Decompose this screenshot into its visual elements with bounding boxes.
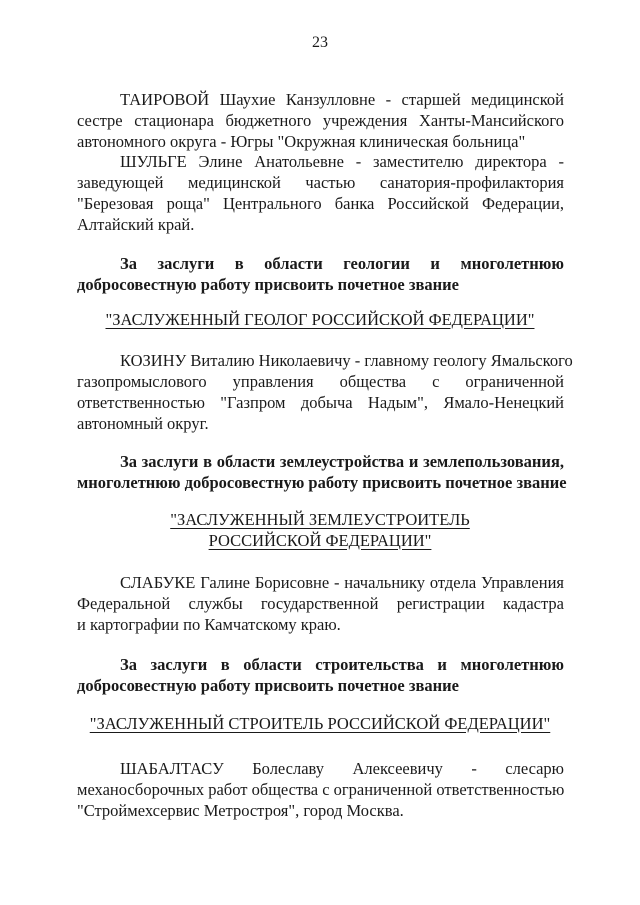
heading-line: добросовестную работу присвоить почетное звание <box>77 676 459 695</box>
award-paragraph-tairova <box>77 89 564 152</box>
award-paragraph-shulga <box>77 151 564 235</box>
title-line: "ЗАСЛУЖЕННЫЙ ЗЕМЛЕУСТРОИТЕЛЬ <box>170 510 470 529</box>
award-paragraph-slabuka <box>77 572 564 635</box>
paragraph-line: "Березовая роща" Центрального банка Российской Федерации, <box>77 194 564 213</box>
honorary-title-builder <box>0 713 640 734</box>
heading-line: многолетнюю добросовестную работу присвоить почетное звание <box>77 473 567 492</box>
paragraph-line: сестре стационара бюджетного учреждения Ханты-Мансийского <box>77 111 564 130</box>
merit-heading-geology <box>77 253 564 295</box>
title-line: "ЗАСЛУЖЕННЫЙ СТРОИТЕЛЬ РОССИЙСКОЙ ФЕДЕРАЦИИ" <box>89 714 551 733</box>
title-line: "ЗАСЛУЖЕННЫЙ ГЕОЛОГ РОССИЙСКОЙ ФЕДЕРАЦИИ" <box>105 310 535 329</box>
paragraph-line: автономного округа - Югры "Окружная клиническая больница" <box>77 132 526 151</box>
merit-heading-land-management <box>77 451 567 493</box>
paragraph-line: автономный округ. <box>77 414 209 433</box>
paragraph-line: заведующей медицинской частью санатория-профилактория <box>77 173 564 192</box>
paragraph-line: Алтайский край. <box>77 215 195 234</box>
paragraph-line: ответственностью "Газпром добыча Надым", Ямало-Ненецкий <box>77 393 564 412</box>
honorary-title-geologist <box>0 309 640 330</box>
award-paragraph-kozin <box>77 350 573 434</box>
paragraph-line: ТАИРОВОЙ Шаухие Канзулловне - старшей медицинской <box>120 90 564 109</box>
paragraph-line: СЛАБУКЕ Галине Борисовне - начальнику отдела Управления <box>120 573 564 592</box>
title-line: РОССИЙСКОЙ ФЕДЕРАЦИИ" <box>208 531 432 550</box>
heading-line: За заслуги в области строительства и многолетнюю <box>120 655 564 674</box>
paragraph-line: ШАБАЛТАСУ Болеславу Алексеевичу - слесарю <box>120 759 564 778</box>
award-paragraph-shabaltas <box>77 758 564 821</box>
page-number: 23 <box>312 34 328 51</box>
paragraph-line: ШУЛЬГЕ Элине Анатольевне - заместителю директора - <box>120 152 564 171</box>
paragraph-line: КОЗИНУ Виталию Николаевичу - главному геологу Ямальского <box>120 351 573 370</box>
honorary-title-land-surveyor <box>0 509 640 551</box>
heading-line: За заслуги в области геологии и многолетнюю <box>120 254 564 273</box>
paragraph-line: "Строймехсервис Метростроя", город Москва. <box>77 801 404 820</box>
heading-line: За заслуги в области землеустройства и землепользования, <box>120 452 564 471</box>
paragraph-line: механосборочных работ общества с ограниченной ответственностью <box>77 780 565 799</box>
paragraph-line: газопромыслового управления общества с ограниченной <box>77 372 564 391</box>
paragraph-line: Федеральной службы государственной регистрации кадастра <box>77 594 564 613</box>
merit-heading-construction <box>77 654 564 696</box>
paragraph-line: и картографии по Камчатскому краю. <box>77 615 341 634</box>
heading-line: добросовестную работу присвоить почетное звание <box>77 275 459 294</box>
